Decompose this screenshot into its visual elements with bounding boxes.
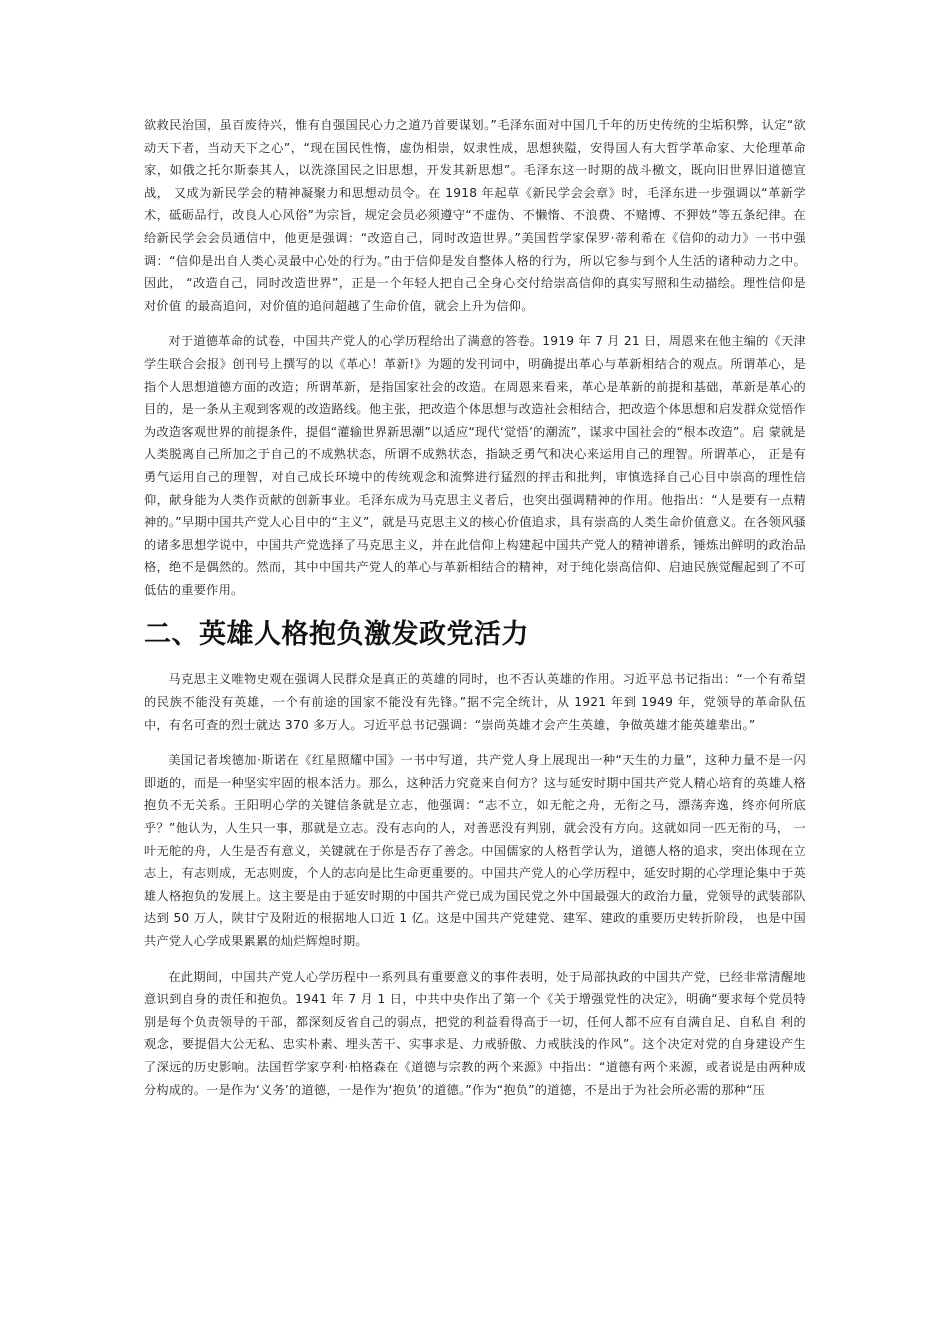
document-page bbox=[144, 114, 806, 1114]
section-heading: 二、英雄人格抱负激发政党活力 bbox=[144, 619, 529, 651]
paragraph: 在此期间，中国共产党人心学历程中一系列具有重要意义的事件表明，处于局部执政的中国共产党，已经非常清醒地意识到自身的责任和抱负。1941 年 7 月 1 日，中共中央作出了第一个《关于增强党性的决定》，明确“要求每个党员特别是每个负责领导的干部，都深刻反省自己的弱点，把党的利益看得高于一切，任何人都不应有自满自足、自私自 利的观念，要提倡大公无私、忠实朴素、埋头苦干、实事求是、力戒骄傲、力戒肤浅的作风”。这个决定对党的自身建设产生了深远的历史影响。法国哲学家亨利·柏格森在《道德与宗教的两个来源》中指出：“道德有两个来源，或者说是由两种成分构成的。一是作为‘义务’的道德，一是作为‘抱负’的道德。”作为“抱负”的道德，不是出于为社会所必需的那种“压 bbox=[144, 969, 806, 1097]
paragraph: 欲救民治国，虽百废待兴，惟有自强国民心力之道乃首要谋划。”毛泽东面对中国几千年的历史传统的尘垢积弊，认定“欲动天下者，当动天下之心”，“现在国民性惰，虚伪相崇，奴隶性成，思想狭隘，安得国人有大哲学革命家、大伦理革命 家，如俄之托尔斯泰其人，以洗涤国民之旧思想，开发其新思想”。毛泽东这一时期的战斗檄文，既向旧世界旧道德宣战， 又成为新民学会的精神凝聚力和思想动员令。在 1918 年起草《新民学会会章》时，毛泽东进一步强调以“革新学术，砥砺品行，改良人心风俗”为宗旨，规定会员必须遵守“不虚伪、不懒惰、不浪费、不赌博、不狎妓”等五条纪律。在给新民学会会员通信中，他更是强调：“改造自己，同时改造世界。”美国哲学家保罗·蒂利希在《信仰的动力》一书中强调：“信仰是出自人类心灵最中心处的行为。”由于信仰是发自整体人格的行为，所以它参与到个人生活的诸种动力之中。因此， “改造自己，同时改造世界”，正是一个年轻人把自己全身心交付给崇高信仰的真实写照和生动描绘。理性信仰是对价值 的最高追问，对价值的追问超越了生命价值，就会上升为信仰。 bbox=[144, 118, 806, 313]
paragraph: 马克思主义唯物史观在强调人民群众是真正的英雄的同时，也不否认英雄的作用。习近平总书记指出：“一个有希望的民族不能没有英雄，一个有前途的国家不能没有先锋。”据不完全统计，从 1921 年到 1949 年，党领导的革命队伍中，有名可查的烈士就达 370 多万人。习近平总书记强调：“崇尚英雄才会产生英雄，争做英雄才能英雄辈出。” bbox=[144, 672, 806, 732]
paragraph: 美国记者埃德加·斯诺在《红星照耀中国》一书中写道，共产党人身上展现出一种“天生的力量”，这种力量不是一闪即逝的，而是一种坚实牢固的根本活力。那么，这种活力究竟来自何方？这与延安时期中国共产党人精心培育的英雄人格抱负不无关系。王阳明心学的关键信条就是立志，他强调：“志不立，如无舵之舟，无衔之马，漂荡奔逸，终亦何所底乎？”他认为，人生只一事，那就是立志。没有志向的人，对善恶没有判别，就会没有方向。这就如同一匹无衔的马， 一叶无舵的舟，人生是否有意义，关键就在于你是否存了善念。中国儒家的人格哲学认为，道德人格的追求，突出体现在立志上，有志则成，无志则废，个人的志向是比生命更重要的。中国共产党人的心学历程中，延安时期的心学理论集中于英雄人格抱负的发展上。这主要是由于延安时期的中国共产党已成为国民党之外中国最强大的政治力量，党领导的武装部队达到 50 万人，陕甘宁及附近的根据地人口近 1 亿。这是中国共产党建党、建军、建政的重要历史转折阶段， 也是中国共产党人心学成果累累的灿烂辉煌时期。 bbox=[144, 753, 806, 948]
paragraph: 对于道德革命的试卷，中国共产党人的心学历程给出了满意的答卷。1919 年 7 月 21 日，周恩来在他主编的《天津学生联合会报》创刊号上撰写的以《革心！革新!》为题的发刊词中，明确提出革心与革新相结合的观点。所谓革心，是指个人思想道德方面的改造；所谓革新，是指国家社会的改造。在周恩来看来，革心是革新的前提和基础，革新是革心的目的，是一条从主观到客观的改造路线。他主张，把改造个体思想与改造社会相结合，把改造个体思想和启发群众觉悟作为改造客观世界的前提条件，提倡“灌输世界新思潮”以适应“现代‘觉悟’的潮流”，谋求中国社会的“根本改造”。启 蒙就是人类脱离自己所加之于自己的不成熟状态，所谓不成熟状态，指缺乏勇气和决心来运用自己的理智。所谓革心， 正是有勇气运用自己的理智，对自己成长环境中的传统观念和流弊进行猛烈的抨击和批判，审慎选择自己心目中崇高的理性信仰，献身能为人类作贡献的创新事业。毛泽东成为马克思主义者后，也突出强调精神的作用。他指出：“人是要有一点精神的。”早期中国共产党人心目中的“主义”，就是马克思主义的核心价值追求，具有崇高的人类生命价值意义。在各领风骚的诸多思想学说中，中国共产党选择了马克思主义，并在此信仰上构建起中国共产党人的精神谱系，锤炼出鲜明的政治品格，绝不是偶然的。然而，其中中国共产党人的革心与革新相结合的精神，对于纯化崇高信仰、启迪民族觉醒起到了不可低估的重要作用。 bbox=[144, 334, 806, 597]
